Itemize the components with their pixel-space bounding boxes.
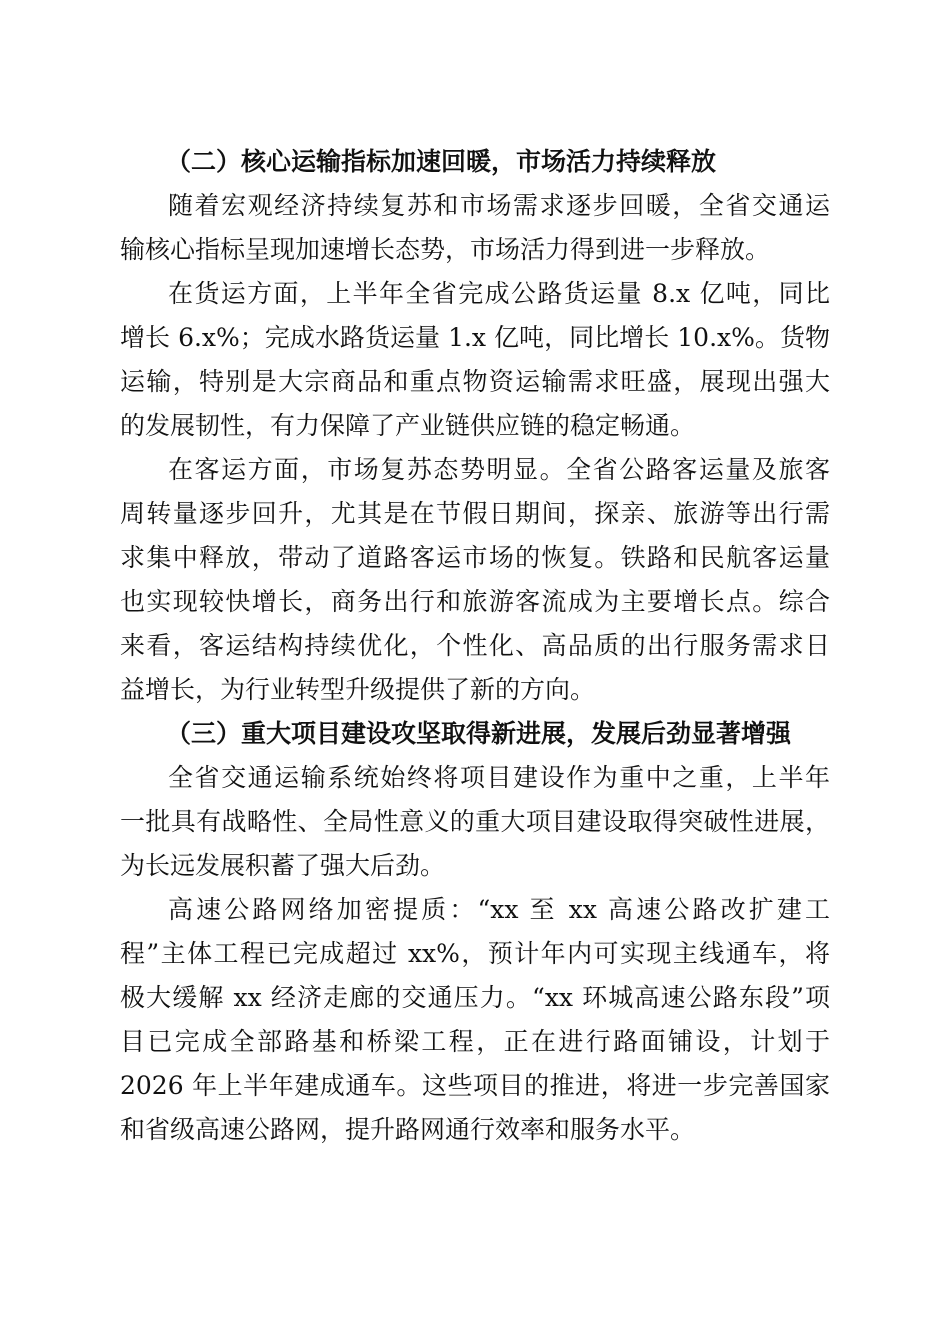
paragraph-freight	[120, 272, 830, 448]
paragraph-line: 输核心指标呈现加速增长态势，市场活力得到进一步释放。	[120, 235, 771, 264]
paragraph-passenger	[120, 448, 830, 712]
paragraph-line: 程”主体工程已完成超过 xx%，预计年内可实现主线通车，将	[120, 939, 830, 968]
paragraph-line: 也实现较快增长，商务出行和旅游客流成为主要增长点。综合	[120, 587, 830, 616]
paragraph-line: 全省交通运输系统始终将项目建设作为重中之重，上半年	[168, 763, 830, 792]
document-page	[120, 140, 830, 1152]
paragraph-line: 极大缓解 xx 经济走廊的交通压力。“xx 环城高速公路东段”项	[120, 983, 830, 1012]
paragraph-line: 在货运方面，上半年全省完成公路货运量 8.x 亿吨，同比	[168, 279, 830, 308]
paragraph-line: 和省级高速公路网，提升路网通行效率和服务水平。	[120, 1115, 696, 1144]
paragraph-line: 2026 年上半年建成通车。这些项目的推进，将进一步完善国家	[120, 1071, 830, 1100]
paragraph-line: 的发展韧性，有力保障了产业链供应链的稳定畅通。	[120, 411, 696, 440]
paragraph-line: 随着宏观经济持续复苏和市场需求逐步回暖，全省交通运	[168, 191, 830, 220]
paragraph-line: 来看，客运结构持续优化，个性化、高品质的出行服务需求日	[120, 631, 830, 660]
paragraph-line: 一批具有战略性、全局性意义的重大项目建设取得突破性进展，	[120, 807, 830, 836]
section-heading-3: （三）重大项目建设攻坚取得新进展，发展后劲显著增强	[166, 719, 792, 748]
paragraph-line: 增长 6.x%；完成水路货运量 1.x 亿吨，同比增长 10.x%。货物	[120, 323, 830, 352]
paragraph-line: 高速公路网络加密提质：“xx 至 xx 高速公路改扩建工	[168, 895, 830, 924]
paragraph-line: 求集中释放，带动了道路客运市场的恢复。铁路和民航客运量	[120, 543, 830, 572]
paragraph-line: 目已完成全部路基和桥梁工程，正在进行路面铺设，计划于	[120, 1027, 830, 1056]
paragraph-line: 益增长，为行业转型升级提供了新的方向。	[120, 675, 596, 704]
paragraph-major-projects	[120, 756, 830, 888]
section-heading-2: （二）核心运输指标加速回暖，市场活力持续释放	[166, 147, 717, 176]
paragraph-macro-recovery	[120, 184, 830, 272]
paragraph-line: 运输，特别是大宗商品和重点物资运输需求旺盛，展现出强大	[120, 367, 830, 396]
paragraph-line: 在客运方面，市场复苏态势明显。全省公路客运量及旅客	[168, 455, 830, 484]
paragraph-highway-network	[120, 888, 830, 1152]
paragraph-line: 为长远发展积蓄了强大后劲。	[120, 851, 446, 880]
paragraph-line: 周转量逐步回升，尤其是在节假日期间，探亲、旅游等出行需	[120, 499, 830, 528]
